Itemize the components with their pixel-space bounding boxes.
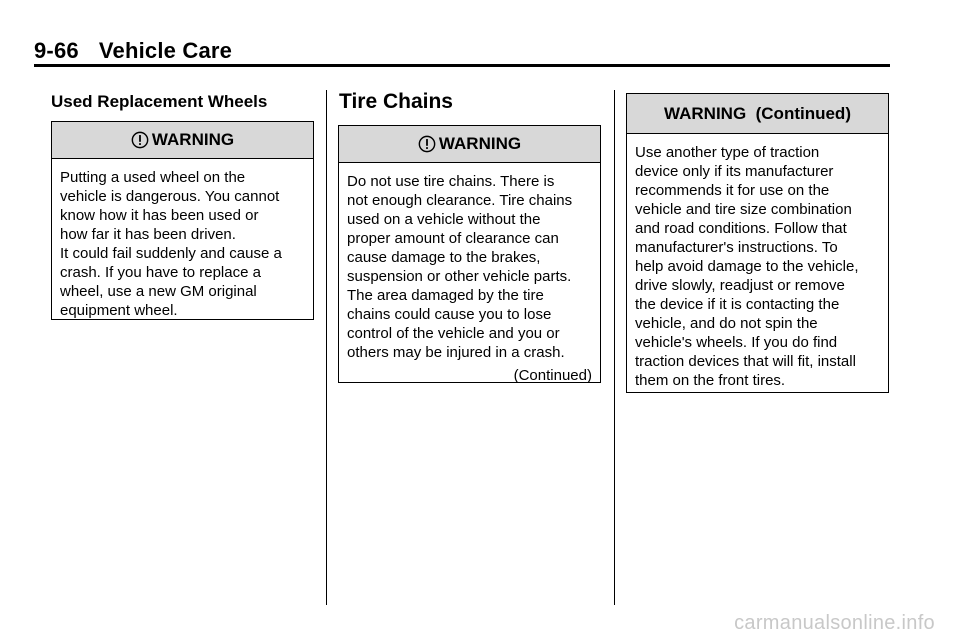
warning-title: WARNING (Continued) bbox=[664, 103, 851, 123]
warning-line: Use another type of traction bbox=[635, 144, 820, 161]
page-number: 9-66 bbox=[34, 38, 79, 63]
warning-line: help avoid damage to the vehicle, bbox=[635, 258, 859, 275]
watermark-text: carmanualsonline.info bbox=[734, 612, 935, 634]
header-rule bbox=[34, 64, 890, 67]
warning-title: WARNING bbox=[151, 130, 235, 149]
warning-body bbox=[52, 159, 313, 326]
warning-line: vehicle and tire size combination bbox=[635, 201, 852, 218]
warning-title: WARNING bbox=[438, 134, 522, 153]
warning-header bbox=[339, 126, 600, 163]
warning-line: the device if it is contacting the bbox=[635, 296, 840, 313]
warning-header bbox=[52, 122, 313, 159]
warning-line: crash. If you have to replace a bbox=[60, 264, 261, 281]
warning-line: vehicle is dangerous. You cannot bbox=[60, 188, 280, 205]
warning-header bbox=[627, 94, 888, 134]
warning-line: control of the vehicle and you or bbox=[347, 325, 560, 342]
warning-line: and road conditions. Follow that bbox=[635, 220, 847, 237]
warning-line: vehicle, and do not spin the bbox=[635, 315, 818, 332]
warning-line: not enough clearance. Tire chains bbox=[347, 192, 573, 209]
column-divider-left bbox=[326, 90, 327, 605]
warning-line: recommends it for use on the bbox=[635, 182, 830, 199]
tire-chains-heading: Tire Chains bbox=[339, 90, 453, 113]
warning-line: equipment wheel. bbox=[60, 302, 178, 319]
warning-body bbox=[339, 163, 600, 391]
warning-body bbox=[627, 134, 888, 396]
warning-line: others may be injured in a crash. bbox=[347, 344, 565, 361]
warning-line: used on a vehicle without the bbox=[347, 211, 541, 228]
warning-line: vehicle's wheels. If you do find bbox=[635, 334, 838, 351]
warning-line: suspension or other vehicle parts. bbox=[347, 268, 572, 285]
warning-line: chains could cause you to lose bbox=[347, 306, 552, 323]
warning-line: cause damage to the brakes, bbox=[347, 249, 541, 266]
tire-chains-warning-box bbox=[338, 125, 601, 383]
continued-warning-box bbox=[626, 93, 889, 393]
chapter-title: Vehicle Care bbox=[98, 38, 233, 63]
warning-line: Do not use tire chains. There is bbox=[347, 173, 555, 190]
warning-line: wheel, use a new GM original bbox=[60, 283, 257, 300]
warning-icon bbox=[418, 135, 436, 153]
used-wheels-warning-box bbox=[51, 121, 314, 320]
page-header bbox=[34, 38, 232, 64]
warning-line: know how it has been used or bbox=[60, 207, 259, 224]
warning-line: how far it has been driven. bbox=[60, 226, 236, 243]
used-wheels-heading: Used Replacement Wheels bbox=[51, 92, 268, 111]
column-divider-right bbox=[614, 90, 615, 605]
warning-icon bbox=[131, 131, 149, 149]
warning-line: them on the front tires. bbox=[635, 372, 786, 389]
warning-line: traction devices that will fit, install bbox=[635, 353, 856, 370]
warning-line: proper amount of clearance can bbox=[347, 230, 559, 247]
continued-label: (Continued) bbox=[513, 367, 592, 384]
warning-line: Putting a used wheel on the bbox=[60, 169, 246, 186]
warning-line: drive slowly, readjust or remove bbox=[635, 277, 845, 294]
warning-line: device only if its manufacturer bbox=[635, 163, 834, 180]
warning-line: It could fail suddenly and cause a bbox=[60, 245, 282, 262]
warning-line: The area damaged by the tire bbox=[347, 287, 544, 304]
warning-line: manufacturer's instructions. To bbox=[635, 239, 838, 256]
